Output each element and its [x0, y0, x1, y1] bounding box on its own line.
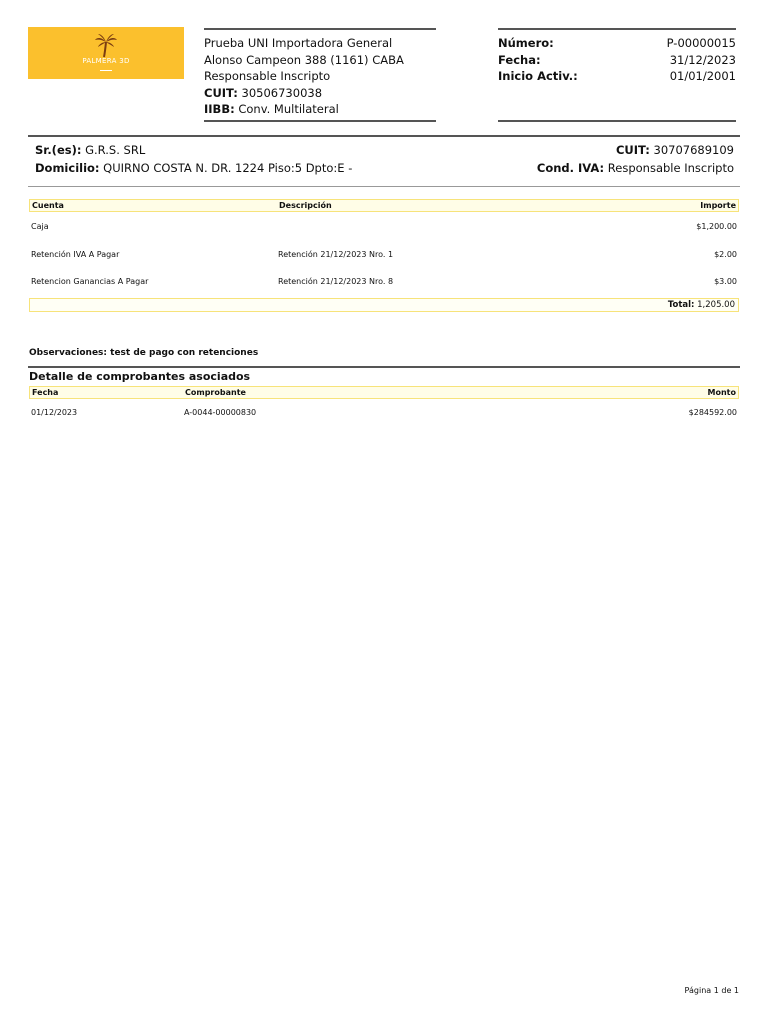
company-iibb: Conv. Multilateral	[238, 102, 339, 116]
table-row	[29, 250, 739, 262]
company-tax-condition: Responsable Inscripto	[204, 69, 331, 83]
doc-fecha: 31/12/2023	[669, 52, 736, 67]
client-cuit: 30707689109	[653, 143, 734, 157]
doc-fecha-row	[498, 52, 736, 69]
client-top-divider	[28, 135, 740, 137]
assoc-comprobante: A-0044-00000830	[184, 408, 257, 417]
client-iva: Responsable Inscripto	[607, 160, 734, 175]
total-bar	[29, 298, 739, 312]
client-name: G.R.S. SRL	[85, 143, 146, 157]
company-iibb-line	[204, 101, 436, 118]
row-descripcion: Retención 21/12/2023 Nro. 1	[278, 250, 394, 259]
row-cuenta: Retencion Ganancias A Pagar	[31, 277, 149, 286]
assoc-fecha: 01/12/2023	[31, 408, 78, 417]
doc-inicio: 01/01/2001	[669, 69, 736, 83]
total-label: Total:	[667, 300, 695, 310]
items-table-header	[29, 199, 739, 212]
header-cuenta: Cuenta	[32, 201, 64, 210]
header-fecha: Fecha	[32, 388, 59, 397]
company-address: Alonso Campeon 388 (1161) CABA	[204, 52, 404, 67]
company-cuit-line	[204, 85, 436, 102]
total-value: 1,205.00	[697, 300, 735, 310]
doc-inicio-label: Inicio Activ.:	[498, 69, 578, 83]
associated-table-header	[29, 386, 739, 399]
client-domicilio-label: Domicilio:	[35, 160, 100, 175]
table-row	[29, 277, 739, 289]
client-cuit-line	[537, 142, 734, 160]
associated-divider	[28, 366, 740, 368]
total-line	[668, 300, 735, 310]
company-iibb-label: IIBB:	[204, 102, 235, 116]
client-name-line	[35, 142, 352, 160]
logo-brand-text: PALMERA 3D	[82, 57, 130, 65]
company-cuit-label: CUIT:	[204, 85, 238, 100]
row-importe: $1,200.00	[696, 222, 737, 231]
row-importe: $3.00	[714, 277, 737, 286]
client-left-info	[35, 142, 352, 177]
row-cuenta: Caja	[31, 222, 49, 231]
client-sr-label: Sr.(es):	[35, 143, 82, 157]
row-importe: $2.00	[714, 250, 737, 259]
header-monto: Monto	[707, 388, 736, 397]
table-row	[29, 222, 739, 234]
table-row	[29, 408, 739, 420]
client-cuit-label: CUIT:	[615, 143, 650, 157]
document-info	[498, 28, 736, 122]
company-cuit: 30506730038	[241, 85, 323, 100]
assoc-monto: $284592.00	[688, 408, 737, 417]
doc-numero-row	[498, 35, 736, 52]
observaciones: Observaciones: test de pago con retenciones	[29, 348, 259, 358]
doc-fecha-label: Fecha:	[498, 52, 541, 67]
row-descripcion: Retención 21/12/2023 Nro. 8	[278, 277, 394, 286]
client-bottom-divider	[28, 186, 740, 187]
doc-inicio-row	[498, 68, 736, 85]
page-number: Página 1 de 1	[684, 986, 739, 995]
doc-numero-label: Número:	[498, 36, 554, 50]
header-comprobante: Comprobante	[185, 388, 246, 397]
logo-underline	[100, 70, 112, 71]
client-iva-label: Cond. IVA:	[536, 160, 605, 175]
client-right-info	[537, 142, 734, 177]
row-cuenta: Retención IVA A Pagar	[31, 250, 120, 259]
company-name: Prueba UNI Importadora General	[204, 36, 393, 50]
company-logo	[28, 27, 184, 79]
doc-numero: P-00000015	[666, 36, 736, 50]
palm-tree-icon	[92, 32, 120, 58]
associated-title: Detalle de comprobantes asociados	[29, 370, 251, 383]
header-importe: Importe	[700, 201, 736, 210]
header-descripcion: Descripción	[279, 201, 332, 210]
client-domicilio: QUIRNO COSTA N. DR. 1224 Piso:5 Dpto:E -	[103, 160, 353, 175]
client-domicilio-line	[35, 160, 352, 178]
client-iva-line	[537, 160, 734, 178]
company-info	[204, 28, 436, 122]
